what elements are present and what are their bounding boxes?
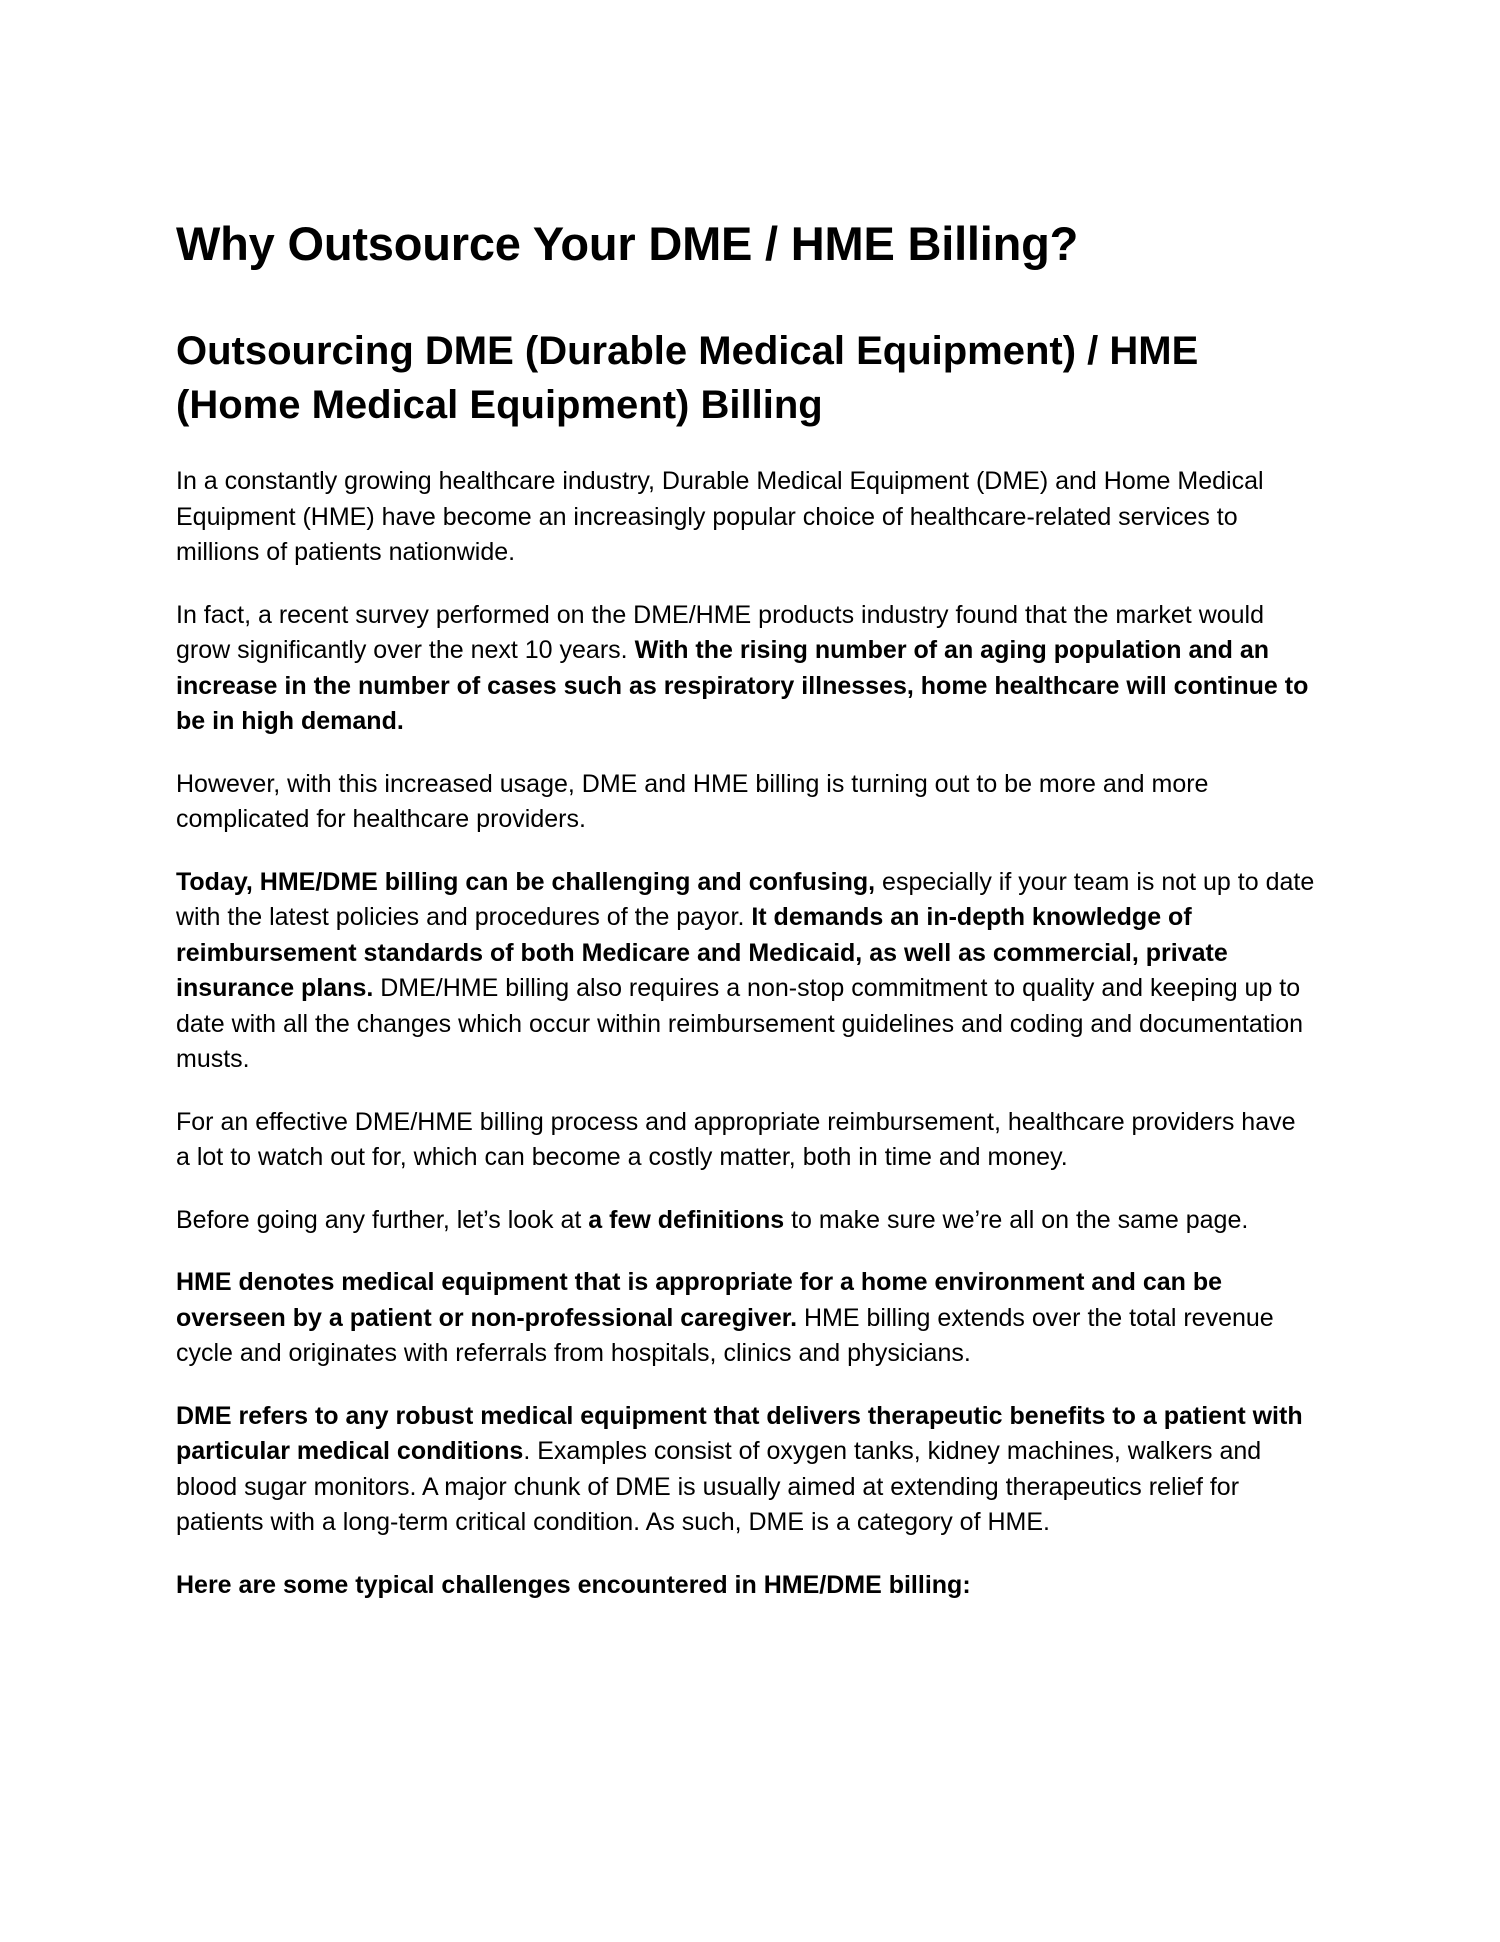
paragraph-dme-definition-emphasis: DME refers to any robust medical equipment that delivers therapeutic benefits to a patient with particular medical conditions (176, 1401, 1303, 1465)
paragraph-dme-definition (176, 1399, 1316, 1541)
page-title: Why Outsource Your DME / HME Billing? (176, 217, 1079, 270)
paragraph-dme-definition-text: . Examples consist of oxygen tanks, kidney machines, walkers and blood sugar monitors. A major chunk of DME is usually aimed at extending therapeutics relief for patients with a long-term critical condition. As such, DME is a category of HME. (176, 1437, 1262, 1536)
paragraph-typical-challenges (176, 1568, 1316, 1604)
paragraph-survey (176, 598, 1316, 740)
paragraph-survey-text: In fact, a recent survey performed on the DME/HME products industry found that the market would grow significantly over the next 10 years. (176, 600, 1265, 664)
paragraph-definitions-intro (176, 1203, 1316, 1239)
paragraph-complication-text: However, with this increased usage, DME and HME billing is turning out to be more and more complicated for healthcare providers. (176, 769, 1209, 833)
paragraph-survey-emphasis: With the rising number of an aging population and an increase in the number of cases such as respiratory illnesses, home healthcare will continue to be in high demand. (176, 636, 1309, 735)
paragraph-definitions-intro-text-2: to make sure we’re all on the same page. (784, 1205, 1249, 1234)
paragraph-effective-billing (176, 1105, 1316, 1176)
paragraph-typical-challenges-heading: Here are some typical challenges encountered in HME/DME billing: (176, 1570, 971, 1599)
paragraph-hme-definition-emphasis: HME denotes medical equipment that is appropriate for a home environment and can be overseen by a patient or non-professional caregiver. (176, 1268, 1223, 1332)
paragraph-hme-definition-text: HME billing extends over the total revenue cycle and originates with referrals from hospitals, clinics and physicians. (176, 1303, 1274, 1367)
paragraph-definitions-intro-emphasis: a few definitions (588, 1205, 785, 1234)
paragraph-challenges-emphasis-2: It demands an in-depth knowledge of reimbursement standards of both Medicare and Medicaid, as well as commercial, private insurance plans. (176, 903, 1228, 1002)
paragraph-definitions-intro-text-1: Before going any further, let’s look at (176, 1205, 589, 1234)
paragraph-challenges-emphasis-1: Today, HME/DME billing can be challenging and confusing, (176, 867, 876, 896)
paragraph-intro-text: In a constantly growing healthcare industry, Durable Medical Equipment (DME) and Home Medical Equipment (HME) have become an increasingly popular choice of healthcare-related services to millions of patients nationwide. (176, 467, 1264, 566)
paragraph-challenges-text-2: DME/HME billing also requires a non-stop commitment to quality and keeping up to date with all the changes which occur within reimbursement guidelines and coding and documentation musts. (176, 974, 1304, 1073)
paragraph-challenges (176, 865, 1316, 1078)
section-heading: Outsourcing DME (Durable Medical Equipment) / HME (Home Medical Equipment) Billing (176, 329, 1199, 427)
paragraph-effective-billing-text: For an effective DME/HME billing process and appropriate reimbursement, healthcare providers have a lot to watch out for, which can become a costly matter, both in time and money. (176, 1107, 1296, 1171)
article-body (176, 464, 1316, 1630)
paragraph-intro (176, 464, 1316, 571)
paragraph-hme-definition (176, 1265, 1316, 1372)
paragraph-challenges-text-1: especially if your team is not up to date with the latest policies and procedures of the payor. (176, 867, 1315, 931)
paragraph-complication (176, 767, 1316, 838)
